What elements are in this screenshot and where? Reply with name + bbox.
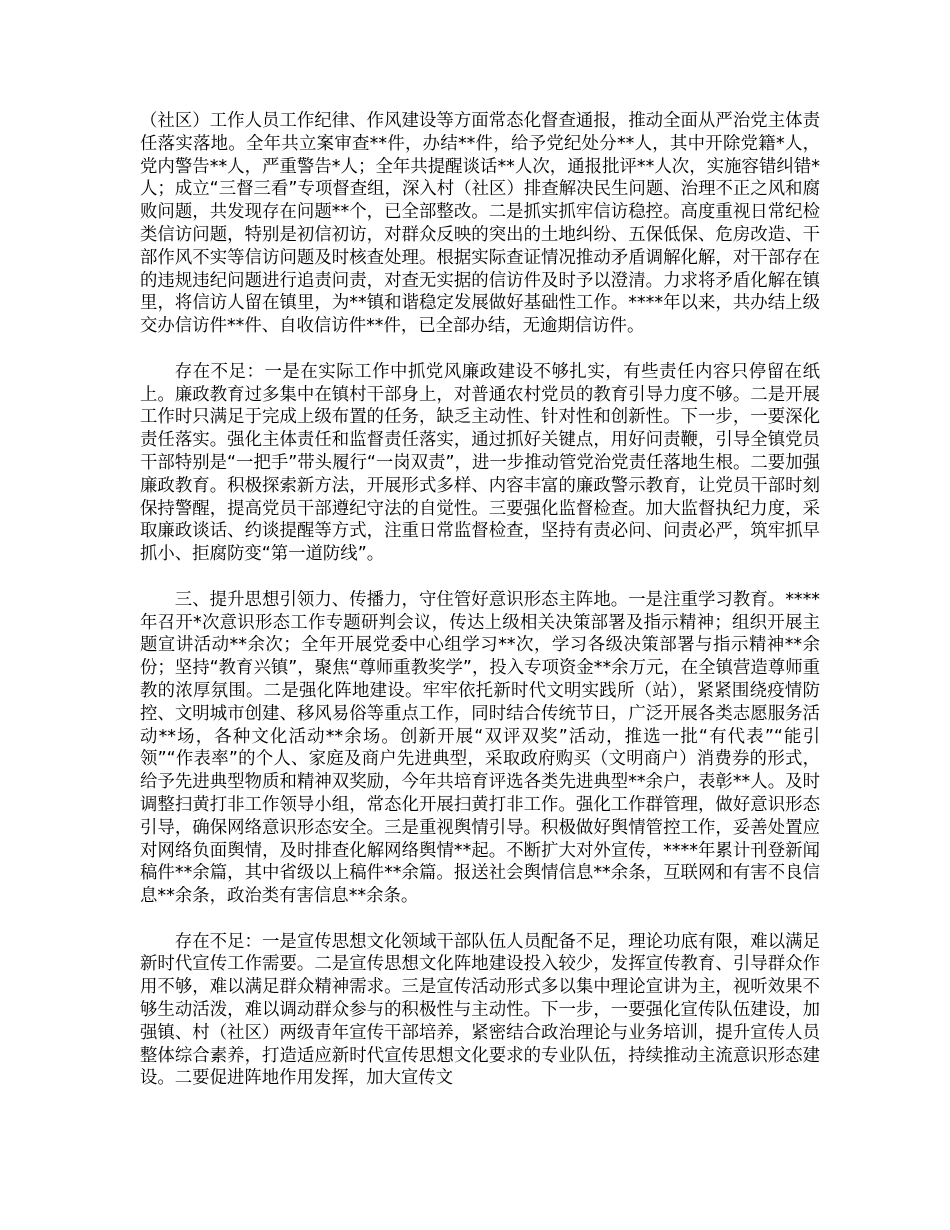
- document-page: [140, 110, 820, 1113]
- paragraph-3: 三、提升思想引领力、传播力，守住管好意识形态主阵地。一是注重学习教育。****年召开*次意识形态工作专题研判会议，传达上级相关决策部署及指示精神；组织开展主题宣讲活动**余次；全年开展党委中心组学习**次，学习各级决策部署与指示精神**余份；坚持“教育兴镇”，聚焦“尊师重教奖学”，投入专项资金**余万元，在全镇营造尊师重教的浓厚氛围。二是强化阵地建设。牢牢依托新时代文明实践所（站），紧紧围绕疫情防控、文明城市创建、移风易俗等重点工作，同时结合传统节日，广泛开展各类志愿服务活动**场，各种文化活动**余场。创新开展“双评双奖”活动，推选一批“有代表”“能引领”“作表率”的个人、家庭及商户先进典型，采取政府购买（文明商户）消费券的形式，给予先进典型物质和精神双奖励，今年共培育评选各类先进典型**余户，表彰**人。及时调整扫黄打非工作领导小组，常态化开展扫黄打非工作。强化工作群管理，做好意识形态引导，确保网络意识形态安全。三是重视舆情引导。积极做好舆情管控工作，妥善处置应对网络负面舆情，及时排查化解网络舆情**起。不断扩大对外宣传，****年累计刊登新闻稿件**余篇，其中省级以上稿件**余篇。报送社会舆情信息**余条，互联网和有害不良信息**余条，政治类有害信息**余条。: [140, 589, 820, 907]
- paragraph-2: 存在不足：一是在实际工作中抓党风廉政建设不够扎实，有些责任内容只停留在纸上。廉政教育过多集中在镇村干部身上，对普通农村党员的教育引导力度不够。二是开展工作时只满足于完成上级布置的任务，缺乏主动性、针对性和创新性。下一步，一要深化责任落实。强化主体责任和监督责任落实，通过抓好关键点，用好问责鞭，引导全镇党员干部特别是“一把手”带头履行“一岗双责”，进一步推动管党治党责任落地生根。二要加强廉政教育。积极探索新方法，开展形式多样、内容丰富的廉政警示教育，让党员干部时刻保持警醒，提高党员干部遵纪守法的自觉性。三要强化监督检查。加大监督执纪力度，采取廉政谈话、约谈提醒等方式，注重日常监督检查，坚持有责必问、问责必严，筑牢抓早抓小、拒腐防变“第一道防线”。: [140, 361, 820, 565]
- paragraph-4: 存在不足：一是宣传思想文化领域干部队伍人员配备不足，理论功底有限，难以满足新时代宣传工作需要。二是宣传思想文化阵地建设投入较少，发挥宣传教育、引导群众作用不够，难以满足群众精神需求。三是宣传活动形式多以集中理论宣讲为主，视听效果不够生动活泼，难以调动群众参与的积极性与主动性。下一步，一要强化宣传队伍建设，加强镇、村（社区）两级青年宣传干部培养，紧密结合政治理论与业务培训，提升宣传人员整体综合素养，打造适应新时代宣传思想文化要求的专业队伍，持续推动主流意识形态建设。二要促进阵地作用发挥，加大宣传文: [140, 931, 820, 1089]
- paragraph-1: （社区）工作人员工作纪律、作风建设等方面常态化督查通报，推动全面从严治党主体责任落实落地。全年共立案审查**件，办结**件，给予党纪处分**人，其中开除党籍*人，党内警告**人，严重警告*人；全年共提醒谈话**人次，通报批评**人次，实施容错纠错*人；成立“三督三看”专项督查组，深入村（社区）排查解决民生问题、治理不正之风和腐败问题，共发现存在问题**个，已全部整改。二是抓实抓牢信访稳控。高度重视日常纪检类信访问题，特别是初信初访，对群众反映的突出的土地纠纷、五保低保、危房改造、干部作风不实等信访问题及时核查处理。根据实际查证情况推动矛盾调解化解，对干部存在的违规违纪问题进行追责问责，对查无实据的信访件及时予以澄清。力求将矛盾化解在镇里，将信访人留在镇里，为**镇和谐稳定发展做好基础性工作。****年以来，共办结上级交办信访件**件、自收信访件**件，已全部办结，无逾期信访件。: [140, 111, 820, 337]
